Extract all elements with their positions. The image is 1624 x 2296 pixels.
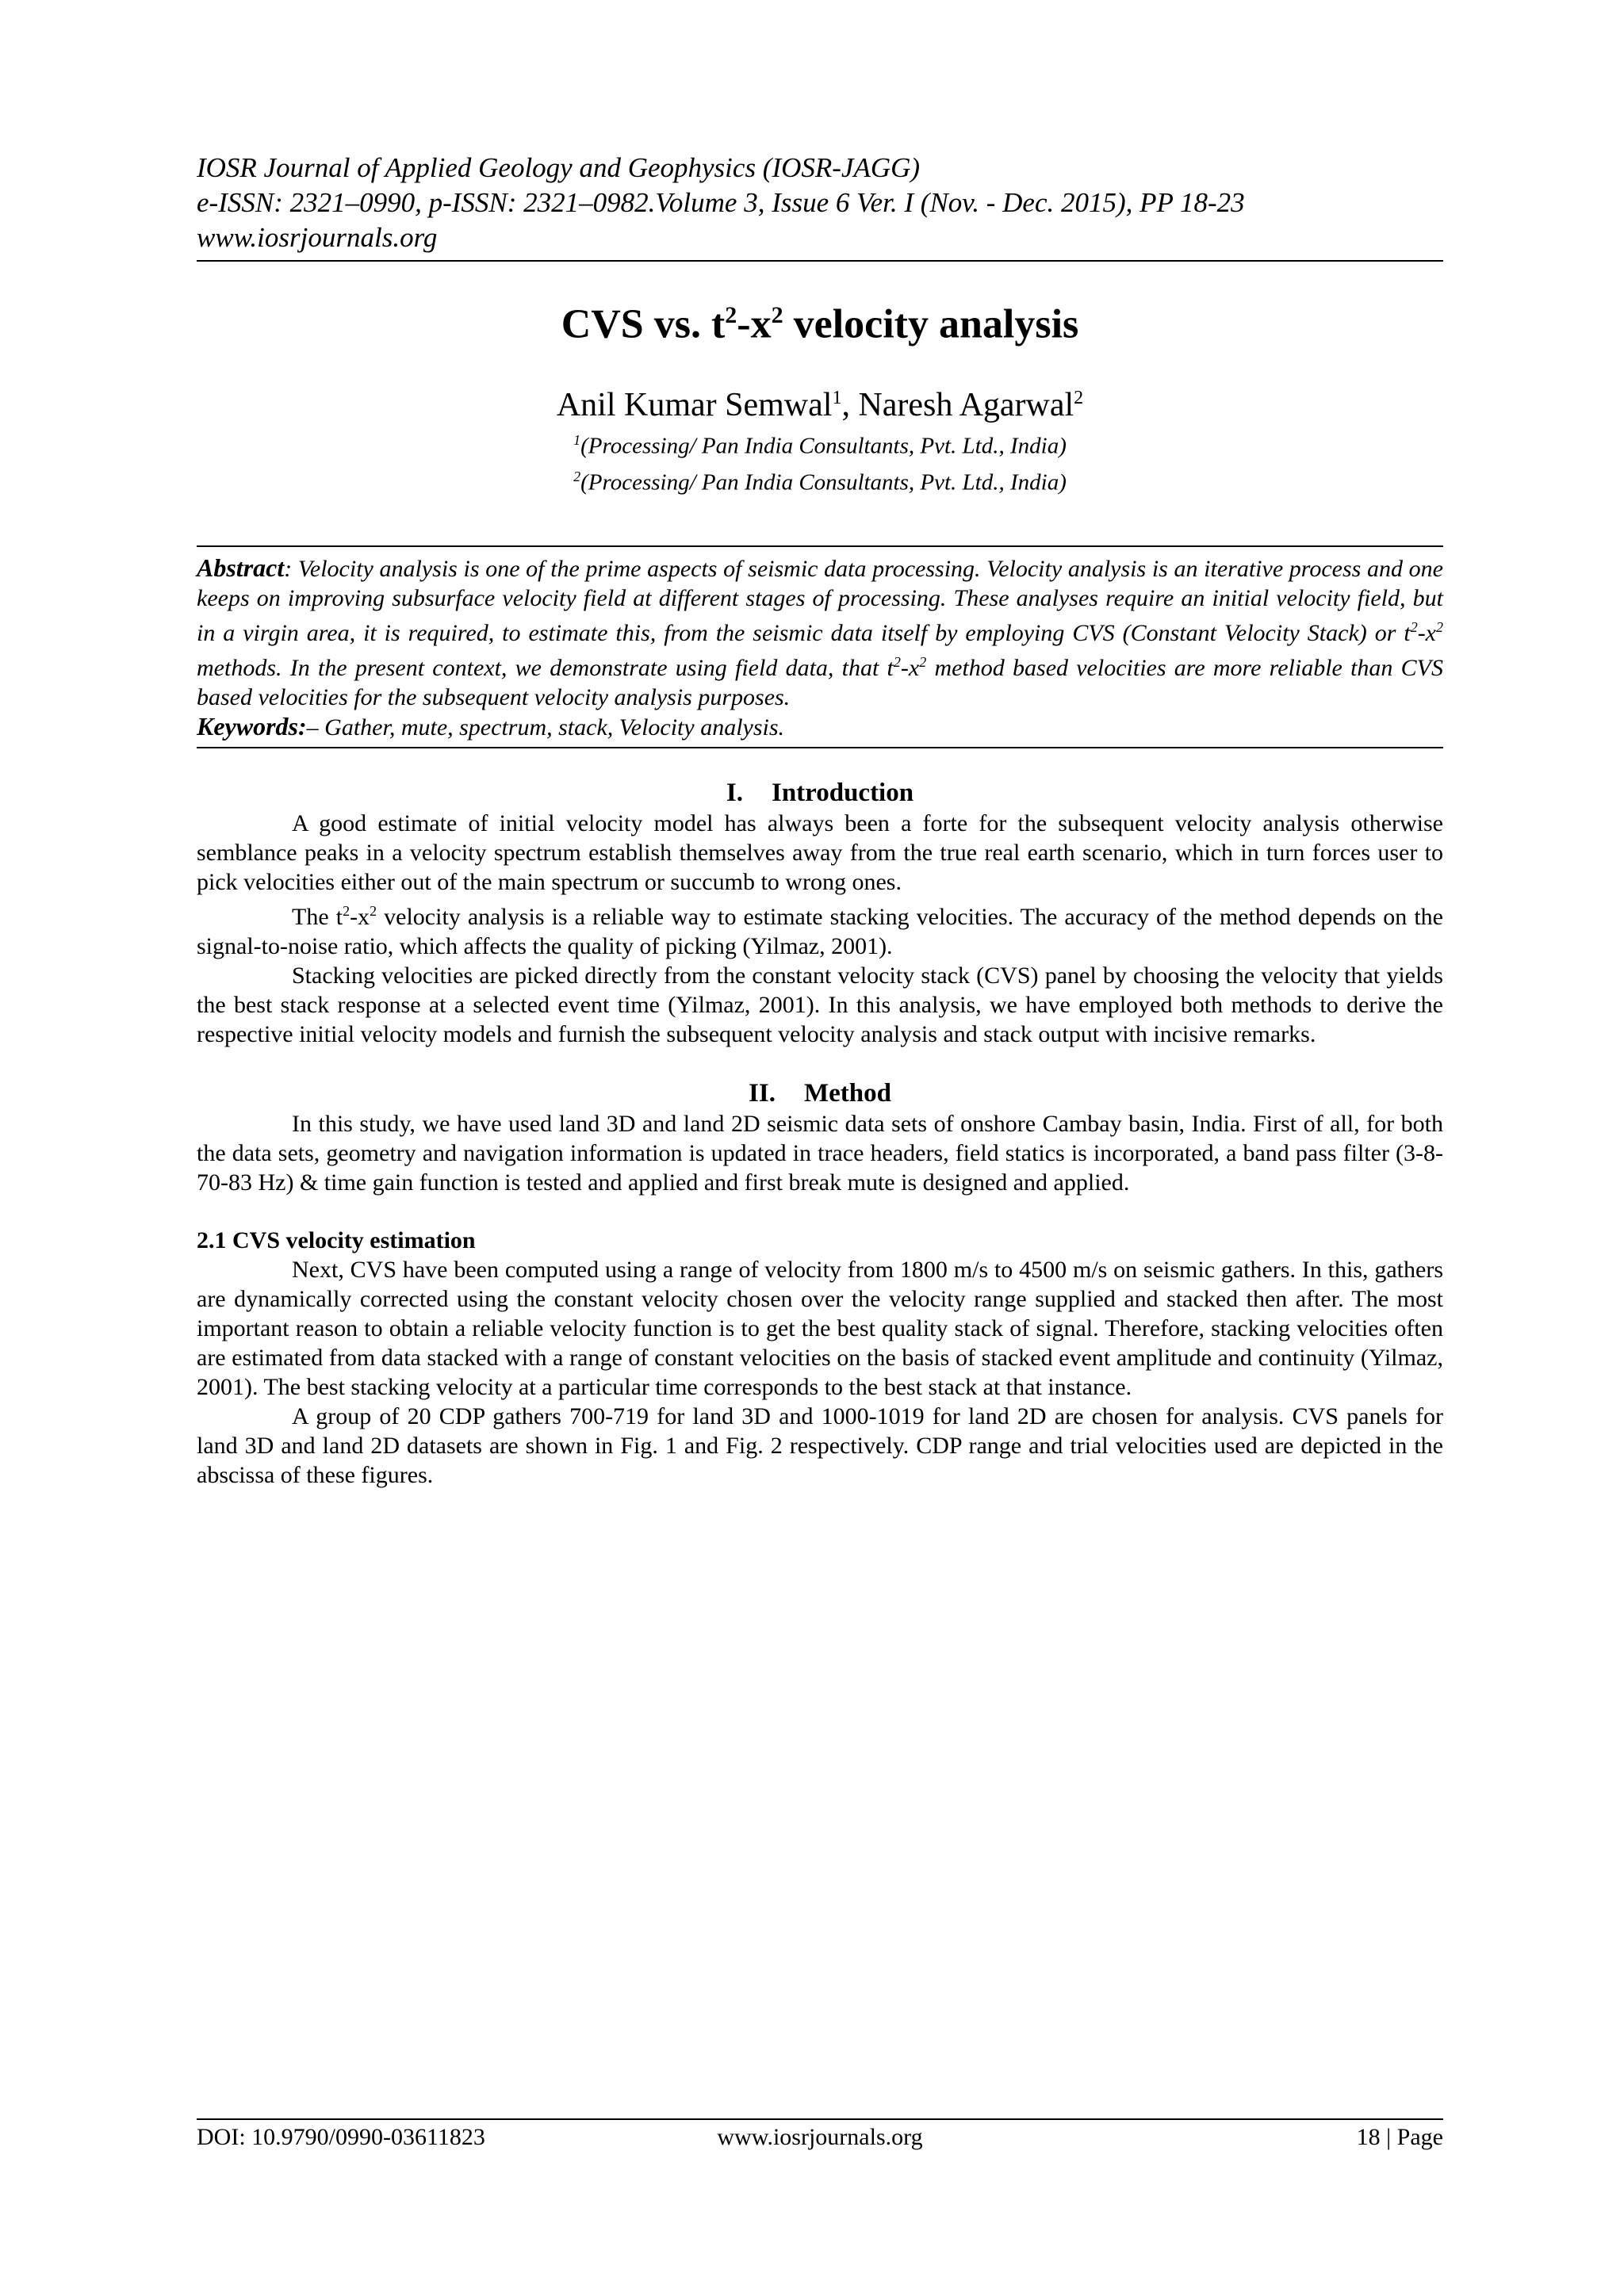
journal-issn: e-ISSN: 2321–0990, p-ISSN: 2321–0982.Volume 3, Issue 6 Ver. I (Nov. - Dec. 2015), PP 18-23 (197, 187, 1245, 218)
method-paragraph-1: In this study, we have used land 3D and land 2D seismic data sets of onshore Cambay basin, India. First of all, for both the data sets, geometry and navigation information is updated in trace headers, field statics is incorporated, a band pass filter (3-8-70-83 Hz) & time gain function is tested and applied and first break mute is designed and applied. (197, 1110, 1443, 1196)
abstract-text-1: : Velocity analysis is one of the prime aspects of seismic data processing. Velocity analysis is an iterative process and one keeps on improving subsurface velocity field at different stages of processing. These analyses require an initial velocity field, but in a virgin area, it is required, to estimate this, from the seismic data itself by employing CVS (Constant Velocity Stack) or t (197, 555, 1443, 646)
abstract-sup-1: 2 (1410, 618, 1418, 635)
intro-p2-text-1: The t (292, 903, 343, 930)
intro-paragraph-2 (197, 897, 1443, 961)
intro-paragraph-1: A good estimate of initial velocity model has always been a forte for the subsequent velocity analysis otherwise semblance peaks in a velocity spectrum establish themselves away from the true real earth scenario, which in turn forces user to pick velocities either out of the main spectrum or succumb to wrong ones. (197, 809, 1443, 895)
keywords-text: – Gather, mute, spectrum, stack, Velocity analysis. (306, 714, 785, 740)
journal-header (197, 151, 1443, 255)
journal-url[interactable]: www.iosrjournals.org (197, 222, 438, 253)
author-separator: , (841, 387, 859, 424)
page-footer (197, 2118, 1443, 2153)
footer-page-number: 18 | Page (1356, 2124, 1443, 2150)
footer-site[interactable]: www.iosrjournals.org (717, 2124, 923, 2150)
section-introduction-heading (197, 777, 1443, 809)
affiliation-1 (197, 425, 1443, 461)
title-text-2: -x (737, 301, 772, 347)
intro-p2-sup-1: 2 (343, 902, 350, 919)
section-title: Method (803, 1078, 891, 1108)
intro-paragraph-3: Stacking velocities are picked directly from the constant velocity stack (CVS) panel by choosing the velocity that yields the best stack response at a selected event time (Yilmaz, 2001). In this analysis, we have employed both methods to derive the respective initial velocity models and furnish the subsequent velocity analysis and stack output with incisive remarks. (197, 962, 1443, 1047)
journal-name: IOSR Journal of Applied Geology and Geophysics (IOSR-JAGG) (197, 152, 921, 183)
section-number: II. (749, 1078, 776, 1108)
affiliation-2 (197, 461, 1443, 498)
title-text-3: velocity analysis (783, 301, 1079, 347)
title-sup-2: 2 (771, 302, 783, 328)
abstract-sup-4: 2 (919, 653, 927, 670)
title-sup-1: 2 (725, 302, 737, 328)
affiliation-1-sup: 1 (573, 432, 581, 449)
section-method-heading (197, 1077, 1443, 1109)
abstract (197, 553, 1443, 712)
intro-p2-text-3: velocity analysis is a reliable way to estimate stacking velocities. The accuracy of the method depends on the signal-to-noise ratio, which affects the quality of picking (Yilmaz, 2001). (197, 903, 1443, 959)
abstract-sup-3: 2 (893, 653, 901, 670)
abstract-rule (197, 747, 1443, 748)
footer-doi: DOI: 10.9790/0990-03611823 (197, 2124, 485, 2150)
author-1-sup: 1 (832, 388, 842, 409)
abstract-text-4: -x (900, 654, 920, 681)
keywords-label: Keywords: (197, 711, 307, 740)
abstract-text-3: methods. In the present context, we demonstrate using field data, that t (197, 654, 894, 681)
paper-page (197, 151, 1443, 1490)
section-title: Introduction (771, 778, 914, 807)
title-text-1: CVS vs. t (561, 301, 726, 347)
keywords (197, 712, 1443, 742)
author-2: Naresh Agarwal (858, 387, 1074, 424)
header-rule (197, 260, 1443, 262)
affiliation-2-sup: 2 (573, 468, 581, 484)
intro-p2-sup-2: 2 (370, 902, 377, 919)
author-list (197, 378, 1443, 425)
method-paragraph-3: A group of 20 CDP gathers 700-719 for land 3D and 1000-1019 for land 2D are chosen for analysis. CVS panels for land 3D and land 2D datasets are shown in Fig. 1 and Fig. 2 respectively. CDP range and trial velocities used are depicted in the abscissa of these figures. (197, 1402, 1443, 1488)
abstract-text-5: method based velocities are more reliable than CVS based velocities for the subsequent velocity analysis purposes. (197, 654, 1444, 710)
method-paragraph-2: Next, CVS have been computed using a range of velocity from 1800 m/s to 4500 m/s on seismic gathers. In this, gathers are dynamically corrected using the constant velocity chosen over the velocity range supplied and stacked then after. The most important reason to obtain a reliable velocity function is to get the best quality stack of signal. Therefore, stacking velocities often are estimated from data stacked with a range of constant velocities on the basis of stacked event amplitude and continuity (Yilmaz, 2001). The best stacking velocity at a particular time corresponds to the best stack at that instance. (197, 1256, 1443, 1400)
author-2-sup: 2 (1074, 388, 1084, 409)
affiliation-1-text: (Processing/ Pan India Consultants, Pvt. Ltd., India) (580, 433, 1067, 459)
subsection-heading: 2.1 CVS velocity estimation (197, 1226, 476, 1253)
section-number: I. (726, 778, 743, 807)
abstract-block (197, 545, 1443, 742)
abstract-sup-2: 2 (1436, 618, 1443, 635)
abstract-text-2: -x (1417, 619, 1436, 646)
paper-title (197, 290, 1443, 350)
abstract-label: Abstract (197, 553, 285, 582)
author-1: Anil Kumar Semwal (556, 387, 833, 424)
intro-p2-text-2: -x (350, 903, 370, 930)
affiliation-2-text: (Processing/ Pan India Consultants, Pvt. Ltd., India) (580, 469, 1067, 496)
